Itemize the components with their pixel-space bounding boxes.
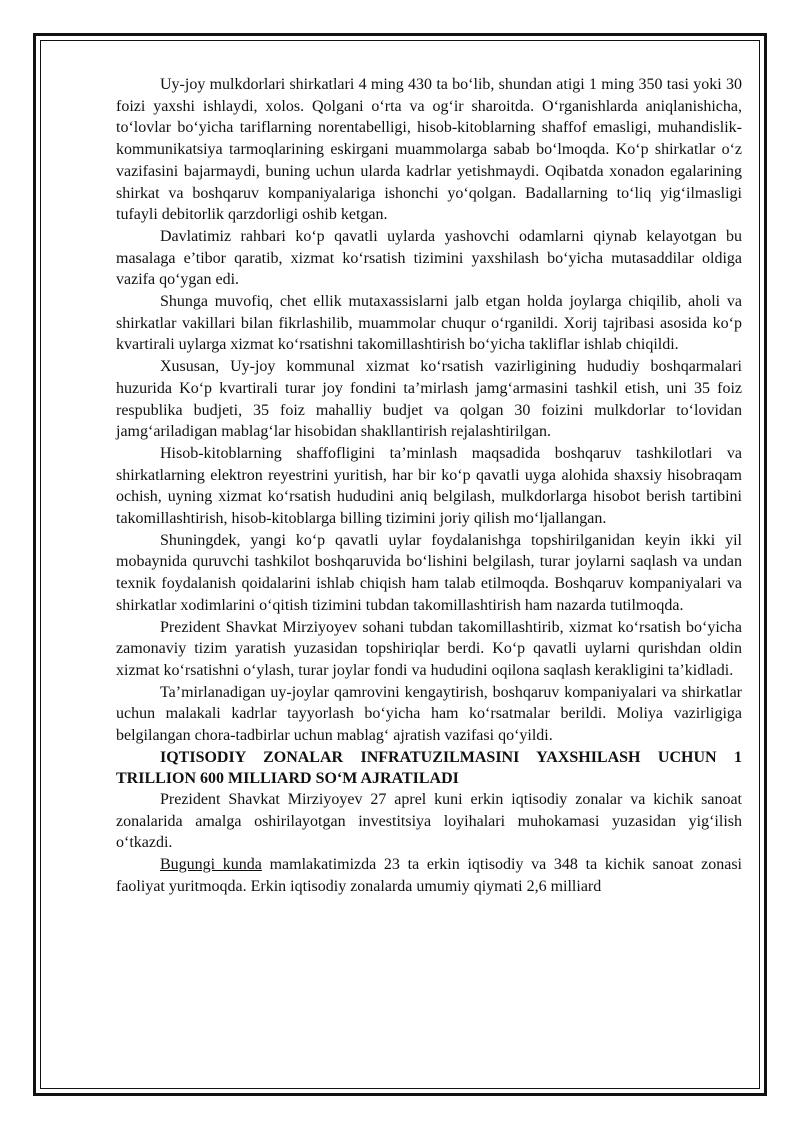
paragraph-rest: mamlakatimizda 23 ta erkin iqtisodiy va 348 ta kichik sanoat zonasi faoliyat yuritmoqda. Erkin iqtisodiy zonalarda umumiy qiymati 2,6 milliard [116,855,743,895]
paragraph: Xususan, Uy-joy kommunal xizmat ko‘rsatish vazirligining hududiy boshqarmalari huzurida Ko‘p kvartirali turar joy fondini ta’mirlash jamg‘armasini tashkil etish, uni 35 foiz respublika budjeti, 35 foiz mahalliy budjet va qolgan 30 foizini mulkdorlar to‘lovidan jamg‘ariladigan mablag‘lar hisobidan shakllantirish rejalashtirilgan. [116,358,742,441]
paragraph: Uy-joy mulkdorlari shirkatlari 4 ming 430 ta bo‘lib, shundan atigi 1 ming 350 tasi yoki 30 foizi yaxshi ishlaydi, xolos. Qolgani o‘rta va og‘ir sharoitda. O‘rganishlarda aniqlanishicha, to‘lovlar bo‘yicha tariflarning norentabelligi, hisob-kitoblarning shaffof emasligi, muhandislik-kommunikatsiya tarmoqlarining eskirgani muammolarga sabab bo‘lmoqda. Ko‘p shirkatlar o‘z vazifasini bajarmaydi, buning uchun ularda kadrlar yetishmaydi. Oqibatda xonadon egalarining shirkat va boshqaruv kompaniyalariga ishonchi yo‘qolgan. Badallarning to‘liq yig‘ilmasligi tufayli debitorlik qarzdorligi oshib ketgan. [116,76,742,224]
paragraph: Ta’mirlanadigan uy-joylar qamrovini kengaytirish, boshqaruv kompaniyalari va shirkatlar uchun malakali kadrlar tayyorlash bo‘yicha ham ko‘rsatmalar berildi. Moliya vazirligiga belgilangan chora-tadbirlar uchun mablag‘ ajratish vazifasi qo‘yildi. [116,683,742,745]
paragraph: Shuningdek, yangi ko‘p qavatli uylar foydalanishga topshirilganidan keyin ikki yil mobaynida quruvchi tashkilot boshqaruvida bo‘lishini belgilash, turar joylarni saqlash va undan texnik foydalanish qoidalarini ishlab chiqish ham talab etilmoqda. Boshqaruv kompaniyalari va shirkatlar xodimlarini o‘qitish tizimini tubdan takomillashtirish ham nazarda tutilmoqda. [116,531,742,614]
paragraph-last [116,854,742,897]
section-heading: IQTISODIY ZONALAR INFRATUZILMASINI YAXSHILASH UCHUN 1 TRILLION 600 MILLIARD SO‘M AJRATILADI [116,748,742,787]
paragraph: Davlatimiz rahbari ko‘p qavatli uylarda yashovchi odamlarni qiynab kelayotgan bu masalaga e’tibor qaratib, xizmat ko‘rsatish tizimini yaxshilash bo‘yicha mutasaddilar oldiga vazifa qo‘ygan edi. [116,227,742,289]
underlined-lead: Bugungi kunda [160,855,262,873]
document-body [116,74,742,897]
paragraph: Prezident Shavkat Mirziyoyev 27 aprel kuni erkin iqtisodiy zonalar va kichik sanoat zonalarida amalga oshirilayotgan investitsiya loyihalari muhokamasi yuzasidan yig‘ilish o‘tkazdi. [116,790,742,852]
paragraph: Shunga muvofiq, chet ellik mutaxassislarni jalb etgan holda joylarga chiqilib, aholi va shirkatlar vakillari bilan fikrlashilib, muammolar chuqur o‘rganildi. Xorij tajribasi asosida ko‘p kvartirali uylarga xizmat ko‘rsatishni takomillashtirish bo‘yicha takliflar ishlab chiqildi. [116,293,742,354]
paragraph: Prezident Shavkat Mirziyoyev sohani tubdan takomillashtirib, xizmat ko‘rsatish bo‘yicha zamonaviy tizim yaratish yuzasidan topshiriqlar berdi. Ko‘p qavatli uylarni qurishdan oldin xizmat ko‘rsatishni o‘ylash, turar joylar fondi va hududini oqilona saqlash kerakligini ta’kidladi. [116,618,742,679]
paragraph: Hisob-kitoblarning shaffofligini ta’minlash maqsadida boshqaruv tashkilotlari va shirkatlarning elektron reyestrini yuritish, har bir ko‘p qavatli uyga alohida shaxsiy hisobraqam ochish, uyning xizmat ko‘rsatish hududini aniq belgilash, mulkdorlarga hisobot berish tartibini takomillashtirish, hisob-kitoblarga billing tizimini joriy qilish mo‘ljallangan. [116,444,742,528]
